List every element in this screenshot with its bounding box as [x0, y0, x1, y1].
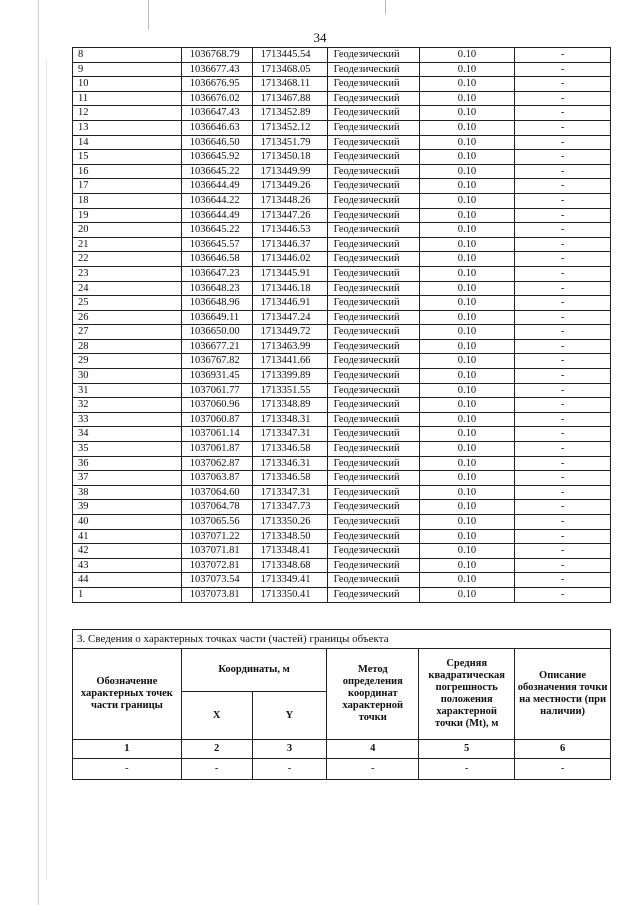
coordinate-y: 1713348.68 — [252, 558, 327, 573]
point-number: 13 — [73, 120, 182, 135]
column-number: 2 — [181, 740, 252, 759]
method: Геодезический — [327, 558, 419, 573]
point-number: 30 — [73, 369, 182, 384]
error-value: 0.10 — [419, 150, 515, 165]
coordinate-x: 1036650.00 — [181, 325, 252, 340]
description: - — [515, 456, 611, 471]
error-value: 0.10 — [419, 573, 515, 588]
point-number: 11 — [73, 91, 182, 106]
coordinate-y: 1713346.58 — [252, 471, 327, 486]
coordinate-y: 1713449.72 — [252, 325, 327, 340]
point-number: 32 — [73, 398, 182, 413]
error-value: 0.10 — [419, 544, 515, 559]
description: - — [515, 558, 611, 573]
coordinate-x: 1036645.22 — [181, 164, 252, 179]
error-value: 0.10 — [419, 91, 515, 106]
point-number: 33 — [73, 412, 182, 427]
method: Геодезический — [327, 412, 419, 427]
coordinate-x: 1036647.43 — [181, 106, 252, 121]
description: - — [515, 135, 611, 150]
point-number: 10 — [73, 77, 182, 92]
method: Геодезический — [327, 529, 419, 544]
method: Геодезический — [327, 106, 419, 121]
table-row — [73, 266, 611, 281]
empty-cell: - — [515, 759, 611, 780]
description: - — [515, 369, 611, 384]
point-number: 41 — [73, 529, 182, 544]
coordinate-x: 1037063.87 — [181, 471, 252, 486]
error-value: 0.10 — [419, 485, 515, 500]
table-row — [73, 223, 611, 238]
method: Геодезический — [327, 339, 419, 354]
method: Геодезический — [327, 150, 419, 165]
coordinate-y: 1713350.41 — [252, 587, 327, 602]
coordinate-x: 1036767.82 — [181, 354, 252, 369]
header-designation: Обозначение характерных точек части границы — [73, 649, 182, 740]
coordinate-x: 1037071.22 — [181, 529, 252, 544]
error-value: 0.10 — [419, 135, 515, 150]
error-value: 0.10 — [419, 412, 515, 427]
method: Геодезический — [327, 587, 419, 602]
empty-cell: - — [252, 759, 327, 780]
column-number: 4 — [327, 740, 419, 759]
point-number: 27 — [73, 325, 182, 340]
method: Геодезический — [327, 325, 419, 340]
coordinate-y: 1713445.91 — [252, 266, 327, 281]
coordinate-y: 1713348.89 — [252, 398, 327, 413]
error-value: 0.10 — [419, 208, 515, 223]
method: Геодезический — [327, 442, 419, 457]
coordinate-x: 1036649.11 — [181, 310, 252, 325]
method: Геодезический — [327, 281, 419, 296]
empty-cell: - — [419, 759, 515, 780]
description: - — [515, 179, 611, 194]
coordinate-y: 1713349.41 — [252, 573, 327, 588]
method: Геодезический — [327, 193, 419, 208]
table-row — [73, 325, 611, 340]
coordinate-y: 1713445.54 — [252, 48, 327, 63]
description: - — [515, 252, 611, 267]
coordinate-x: 1037064.78 — [181, 500, 252, 515]
coordinate-x: 1036644.49 — [181, 208, 252, 223]
point-number: 44 — [73, 573, 182, 588]
description: - — [515, 120, 611, 135]
table-row — [73, 237, 611, 252]
coordinate-x: 1037062.87 — [181, 456, 252, 471]
method: Геодезический — [327, 354, 419, 369]
method: Геодезический — [327, 223, 419, 238]
point-number: 18 — [73, 193, 182, 208]
error-value: 0.10 — [419, 587, 515, 602]
description: - — [515, 398, 611, 413]
method: Геодезический — [327, 456, 419, 471]
point-number: 23 — [73, 266, 182, 281]
section3-table — [72, 629, 611, 780]
coordinate-x: 1037060.96 — [181, 398, 252, 413]
table-row — [73, 427, 611, 442]
coordinate-x: 1036644.22 — [181, 193, 252, 208]
coordinate-x: 1036676.02 — [181, 91, 252, 106]
method: Геодезический — [327, 427, 419, 442]
method: Геодезический — [327, 62, 419, 77]
description: - — [515, 587, 611, 602]
coordinate-x: 1036677.43 — [181, 62, 252, 77]
table-row — [73, 106, 611, 121]
method: Геодезический — [327, 179, 419, 194]
point-number: 31 — [73, 383, 182, 398]
point-number: 20 — [73, 223, 182, 238]
error-value: 0.10 — [419, 296, 515, 311]
table-row — [73, 296, 611, 311]
error-value: 0.10 — [419, 398, 515, 413]
coordinate-y: 1713347.31 — [252, 427, 327, 442]
description: - — [515, 515, 611, 530]
coordinate-x: 1037064.60 — [181, 485, 252, 500]
point-number: 1 — [73, 587, 182, 602]
method: Геодезический — [327, 91, 419, 106]
point-number: 29 — [73, 354, 182, 369]
description: - — [515, 106, 611, 121]
description: - — [515, 412, 611, 427]
description: - — [515, 529, 611, 544]
coordinate-y: 1713467.88 — [252, 91, 327, 106]
coordinate-y: 1713447.24 — [252, 310, 327, 325]
coordinate-x: 1037071.81 — [181, 544, 252, 559]
table-row — [73, 398, 611, 413]
error-value: 0.10 — [419, 529, 515, 544]
column-number: 5 — [419, 740, 515, 759]
coordinate-y: 1713449.26 — [252, 179, 327, 194]
point-number: 26 — [73, 310, 182, 325]
table-row — [73, 485, 611, 500]
method: Геодезический — [327, 237, 419, 252]
point-number: 14 — [73, 135, 182, 150]
description: - — [515, 77, 611, 92]
table-row — [73, 62, 611, 77]
coordinate-y: 1713463.99 — [252, 339, 327, 354]
table-row — [73, 150, 611, 165]
coordinate-y: 1713346.31 — [252, 456, 327, 471]
method: Геодезический — [327, 398, 419, 413]
description: - — [515, 500, 611, 515]
method: Геодезический — [327, 266, 419, 281]
table-row — [73, 164, 611, 179]
description: - — [515, 427, 611, 442]
table-row — [73, 456, 611, 471]
method: Геодезический — [327, 573, 419, 588]
description: - — [515, 150, 611, 165]
error-value: 0.10 — [419, 310, 515, 325]
table-row — [73, 412, 611, 427]
point-number: 21 — [73, 237, 182, 252]
description: - — [515, 383, 611, 398]
error-value: 0.10 — [419, 515, 515, 530]
error-value: 0.10 — [419, 77, 515, 92]
table-row — [73, 310, 611, 325]
point-number: 17 — [73, 179, 182, 194]
description: - — [515, 281, 611, 296]
error-value: 0.10 — [419, 252, 515, 267]
header-method: Метод определения координат характерной точки — [327, 649, 419, 740]
error-value: 0.10 — [419, 325, 515, 340]
coordinate-x: 1037073.81 — [181, 587, 252, 602]
empty-cell: - — [73, 759, 182, 780]
coordinate-y: 1713441.66 — [252, 354, 327, 369]
description: - — [515, 339, 611, 354]
error-value: 0.10 — [419, 106, 515, 121]
point-number: 12 — [73, 106, 182, 121]
coordinate-x: 1036677.21 — [181, 339, 252, 354]
description: - — [515, 237, 611, 252]
method: Геодезический — [327, 383, 419, 398]
column-number: 1 — [73, 740, 182, 759]
coordinate-y: 1713449.99 — [252, 164, 327, 179]
point-number: 16 — [73, 164, 182, 179]
boundary-points-table — [72, 47, 611, 603]
description: - — [515, 296, 611, 311]
coordinate-y: 1713350.26 — [252, 515, 327, 530]
coordinate-x: 1036645.57 — [181, 237, 252, 252]
coordinate-y: 1713446.37 — [252, 237, 327, 252]
coordinate-y: 1713446.02 — [252, 252, 327, 267]
column-number: 3 — [252, 740, 327, 759]
description: - — [515, 193, 611, 208]
table-row — [73, 252, 611, 267]
method: Геодезический — [327, 515, 419, 530]
coordinate-x: 1037072.81 — [181, 558, 252, 573]
error-value: 0.10 — [419, 120, 515, 135]
description: - — [515, 325, 611, 340]
coordinate-y: 1713448.26 — [252, 193, 327, 208]
coordinate-x: 1036648.23 — [181, 281, 252, 296]
point-number: 38 — [73, 485, 182, 500]
table-row — [73, 354, 611, 369]
coordinate-y: 1713452.89 — [252, 106, 327, 121]
coordinate-x: 1036644.49 — [181, 179, 252, 194]
coordinate-y: 1713351.55 — [252, 383, 327, 398]
coordinate-x: 1037061.87 — [181, 442, 252, 457]
error-value: 0.10 — [419, 354, 515, 369]
table-row — [73, 573, 611, 588]
table-row — [73, 281, 611, 296]
coordinate-y: 1713446.91 — [252, 296, 327, 311]
description: - — [515, 485, 611, 500]
coordinate-x: 1037060.87 — [181, 412, 252, 427]
error-value: 0.10 — [419, 179, 515, 194]
header-x: X — [181, 692, 252, 740]
description: - — [515, 573, 611, 588]
point-number: 40 — [73, 515, 182, 530]
coordinate-x: 1036676.95 — [181, 77, 252, 92]
point-number: 22 — [73, 252, 182, 267]
table-row — [73, 500, 611, 515]
coordinate-y: 1713451.79 — [252, 135, 327, 150]
point-number: 25 — [73, 296, 182, 311]
method: Геодезический — [327, 164, 419, 179]
description: - — [515, 471, 611, 486]
table-row — [73, 558, 611, 573]
point-number: 43 — [73, 558, 182, 573]
point-number: 8 — [73, 48, 182, 63]
method: Геодезический — [327, 208, 419, 223]
error-value: 0.10 — [419, 48, 515, 63]
point-number: 37 — [73, 471, 182, 486]
header-description: Описание обозначения точки на местности (при наличии) — [515, 649, 611, 740]
section3-title: 3. Сведения о характерных точках части (частей) границы объекта — [73, 630, 611, 649]
method: Геодезический — [327, 471, 419, 486]
point-number: 19 — [73, 208, 182, 223]
error-value: 0.10 — [419, 500, 515, 515]
coordinate-x: 1036768.79 — [181, 48, 252, 63]
table-row — [73, 91, 611, 106]
table-row — [73, 208, 611, 223]
coordinate-y: 1713446.53 — [252, 223, 327, 238]
point-number: 15 — [73, 150, 182, 165]
table-row — [73, 369, 611, 384]
table-row — [73, 515, 611, 530]
page-number: 34 — [313, 30, 327, 45]
empty-cell: - — [327, 759, 419, 780]
table-row — [73, 135, 611, 150]
table-row — [73, 48, 611, 63]
description: - — [515, 442, 611, 457]
table-row — [73, 383, 611, 398]
coordinate-x: 1036647.23 — [181, 266, 252, 281]
coordinate-x: 1036646.58 — [181, 252, 252, 267]
method: Геодезический — [327, 296, 419, 311]
coordinate-x: 1037061.77 — [181, 383, 252, 398]
coordinate-y: 1713450.18 — [252, 150, 327, 165]
table-row — [73, 193, 611, 208]
method: Геодезический — [327, 485, 419, 500]
error-value: 0.10 — [419, 442, 515, 457]
description: - — [515, 48, 611, 63]
error-value: 0.10 — [419, 471, 515, 486]
point-number: 9 — [73, 62, 182, 77]
table-row — [73, 442, 611, 457]
table-row — [73, 77, 611, 92]
method: Геодезический — [327, 135, 419, 150]
empty-cell: - — [181, 759, 252, 780]
error-value: 0.10 — [419, 456, 515, 471]
method: Геодезический — [327, 48, 419, 63]
coordinate-y: 1713468.05 — [252, 62, 327, 77]
coordinate-y: 1713348.50 — [252, 529, 327, 544]
error-value: 0.10 — [419, 266, 515, 281]
description: - — [515, 544, 611, 559]
table-row — [73, 529, 611, 544]
table-row — [73, 339, 611, 354]
column-number: 6 — [515, 740, 611, 759]
description: - — [515, 62, 611, 77]
method: Геодезический — [327, 77, 419, 92]
coordinate-y: 1713348.41 — [252, 544, 327, 559]
point-number: 24 — [73, 281, 182, 296]
error-value: 0.10 — [419, 223, 515, 238]
coordinate-y: 1713347.73 — [252, 500, 327, 515]
method: Геодезический — [327, 310, 419, 325]
coordinate-y: 1713347.31 — [252, 485, 327, 500]
description: - — [515, 208, 611, 223]
method: Геодезический — [327, 369, 419, 384]
coordinate-x: 1036646.63 — [181, 120, 252, 135]
header-coordinates: Координаты, м — [181, 649, 327, 692]
error-value: 0.10 — [419, 164, 515, 179]
point-number: 39 — [73, 500, 182, 515]
description: - — [515, 164, 611, 179]
description: - — [515, 266, 611, 281]
table-row — [73, 179, 611, 194]
error-value: 0.10 — [419, 383, 515, 398]
coordinate-y: 1713447.26 — [252, 208, 327, 223]
error-value: 0.10 — [419, 237, 515, 252]
description: - — [515, 310, 611, 325]
coordinate-y: 1713399.89 — [252, 369, 327, 384]
coordinate-y: 1713346.58 — [252, 442, 327, 457]
point-number: 35 — [73, 442, 182, 457]
description: - — [515, 223, 611, 238]
table-row — [73, 544, 611, 559]
description: - — [515, 354, 611, 369]
table-row — [73, 471, 611, 486]
error-value: 0.10 — [419, 193, 515, 208]
coordinate-x: 1036645.92 — [181, 150, 252, 165]
method: Геодезический — [327, 120, 419, 135]
coordinate-y: 1713452.12 — [252, 120, 327, 135]
error-value: 0.10 — [419, 62, 515, 77]
point-number: 42 — [73, 544, 182, 559]
description: - — [515, 91, 611, 106]
coordinate-x: 1036931.45 — [181, 369, 252, 384]
error-value: 0.10 — [419, 339, 515, 354]
coordinate-y: 1713348.31 — [252, 412, 327, 427]
table-row — [73, 120, 611, 135]
coordinate-x: 1037073.54 — [181, 573, 252, 588]
error-value: 0.10 — [419, 558, 515, 573]
point-number: 34 — [73, 427, 182, 442]
method: Геодезический — [327, 252, 419, 267]
coordinate-x: 1036648.96 — [181, 296, 252, 311]
error-value: 0.10 — [419, 369, 515, 384]
boundary-points-body — [73, 48, 611, 603]
method: Геодезический — [327, 544, 419, 559]
coordinate-y: 1713468.11 — [252, 77, 327, 92]
coordinate-x: 1037065.56 — [181, 515, 252, 530]
coordinate-x: 1036645.22 — [181, 223, 252, 238]
header-error: Средняя квадратическая погрешность положения характерной точки (Мt), м — [419, 649, 515, 740]
coordinate-y: 1713446.18 — [252, 281, 327, 296]
table-row — [73, 587, 611, 602]
coordinate-x: 1036646.50 — [181, 135, 252, 150]
error-value: 0.10 — [419, 281, 515, 296]
header-y: Y — [252, 692, 327, 740]
point-number: 28 — [73, 339, 182, 354]
error-value: 0.10 — [419, 427, 515, 442]
coordinate-x: 1037061.14 — [181, 427, 252, 442]
point-number: 36 — [73, 456, 182, 471]
method: Геодезический — [327, 500, 419, 515]
